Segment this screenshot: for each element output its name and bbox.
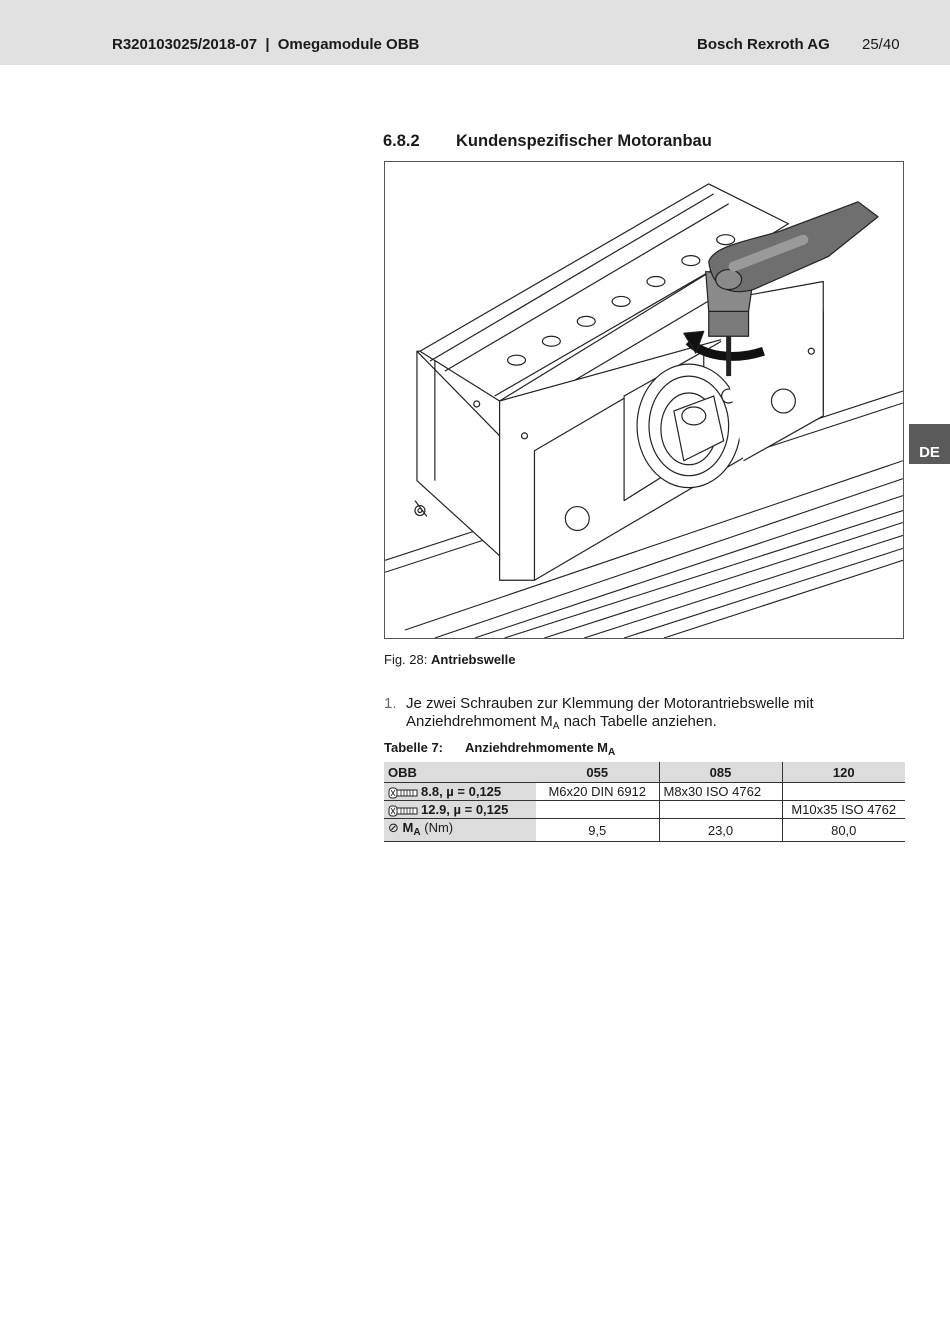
- diameter-symbol: ⊘: [388, 820, 399, 835]
- row-label-text: 8.8, µ = 0,125: [421, 784, 502, 799]
- torque-table: [384, 762, 905, 842]
- bolt-icon: [388, 787, 418, 799]
- header-company: Bosch Rexroth AG: [697, 36, 830, 53]
- table-header-cell: 085: [659, 762, 782, 783]
- table-cell: [536, 801, 659, 819]
- header-doc-id: R320103025/2018-07: [112, 36, 258, 53]
- table-cell: [782, 783, 905, 801]
- header-product: Omegamodule OBB: [277, 36, 420, 53]
- table-row: [384, 819, 905, 842]
- table-cell: [659, 801, 782, 819]
- section-number: 6.8.2: [383, 132, 420, 150]
- header-doc-info: [112, 36, 419, 53]
- table-cell: M8x30 ISO 4762: [659, 783, 782, 801]
- step-text-part1: Je zwei Schrauben zur Klemmung der Motorantriebswelle mit Anziehdrehmoment M: [406, 695, 814, 730]
- table-row: [384, 783, 905, 801]
- table-cell: M6x20 DIN 6912: [536, 783, 659, 801]
- table-row-label: [384, 801, 536, 819]
- figure-title: Antriebswelle: [430, 652, 516, 667]
- table-cell: 80,0: [782, 819, 905, 842]
- table-cell: 9,5: [536, 819, 659, 842]
- table-cell: 23,0: [659, 819, 782, 842]
- step-text-part2: nach Tabelle anziehen.: [559, 713, 717, 730]
- drive-shaft-illustration: [384, 161, 904, 639]
- header-page-number: 25/40: [862, 36, 900, 53]
- table-header-cell: OBB: [384, 762, 536, 783]
- table-header-cell: 120: [782, 762, 905, 783]
- table-title-subscript: A: [608, 747, 616, 758]
- table-header-cell: 055: [536, 762, 659, 783]
- torque-unit: (Nm): [424, 820, 454, 835]
- table-header-row: [384, 762, 905, 783]
- torque-symbol: M: [402, 820, 414, 835]
- section-title: Kundenspezifischer Motoranbau: [456, 132, 712, 150]
- torque-subscript: A: [413, 827, 421, 838]
- table-row: [384, 801, 905, 819]
- table-label: Tabelle 7:: [384, 740, 444, 755]
- header-separator: |: [265, 36, 270, 53]
- step-text-subscript: A: [552, 721, 560, 732]
- step-number: 1.: [384, 695, 397, 712]
- figure-caption: [384, 652, 516, 667]
- step-text: [406, 695, 886, 736]
- table-row-label: [384, 783, 536, 801]
- table-row-label: [384, 819, 536, 842]
- language-tab: DE: [909, 424, 950, 464]
- table-cell: M10x35 ISO 4762: [782, 801, 905, 819]
- figure-label: Fig. 28:: [384, 652, 428, 667]
- bolt-icon: [388, 805, 418, 817]
- table-title: [465, 740, 615, 758]
- page-header: [0, 0, 950, 65]
- row-label-text: 12.9, µ = 0,125: [421, 802, 509, 817]
- table-title-main: Anziehdrehmomente M: [465, 740, 609, 755]
